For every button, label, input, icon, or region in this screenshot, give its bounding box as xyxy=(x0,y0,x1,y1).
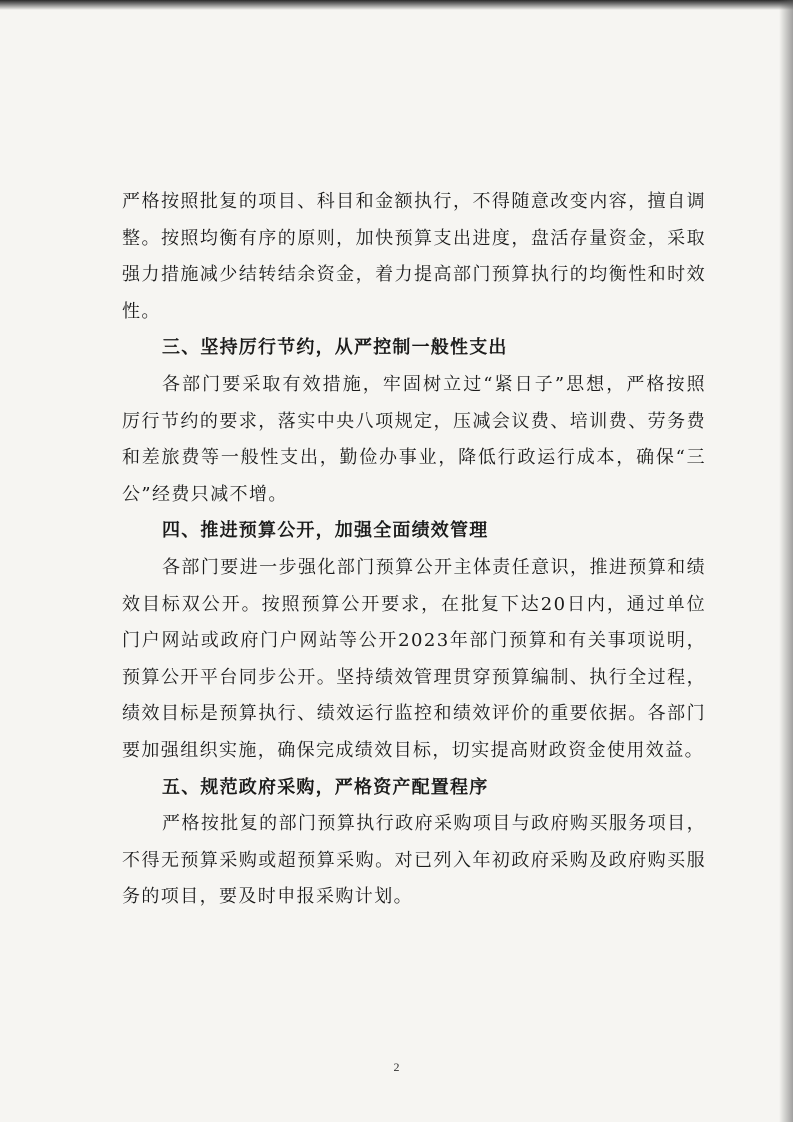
paragraph-budget-disclosure: 各部门要进一步强化部门预算公开主体责任意识，推进预算和绩效目标双公开。按照预算公开要求，在批复下达20日内，通过单位门户网站或政府门户网站等公开2023年部门预算和有关事项说明，预算公开平台同步公开。坚持绩效管理贯穿预算编制、执行全过程，绩效目标是预算执行、绩效运行监控和绩效评价的重要依据。各部门要加强组织实施，确保完成绩效目标，切实提高财政资金使用效益。 xyxy=(122,556,706,761)
document-body xyxy=(122,184,706,916)
scan-top-edge xyxy=(0,0,793,10)
page-number: 2 xyxy=(393,1060,400,1074)
paragraph-continuation: 严格按照批复的项目、科目和金额执行，不得随意改变内容，擅自调整。按照均衡有序的原则，加快预算支出进度，盘活存量资金，采取强力措施减少结转结余资金，着力提高部门预算执行的均衡性和时效性。 xyxy=(122,191,706,322)
section-heading-3: 三、坚持厉行节约，从严控制一般性支出 xyxy=(162,337,508,359)
scan-right-edge xyxy=(779,0,793,1122)
paragraph-frugality: 各部门要采取有效措施，牢固树立过“紧日子”思想，严格按照厉行节约的要求，落实中央八项规定，压减会议费、培训费、劳务费和差旅费等一般性支出，勤俭办事业，降低行政运行成本，确保“三公”经费只减不增。 xyxy=(122,373,706,505)
paragraph-procurement: 严格按批复的部门预算执行政府采购项目与政府购买服务项目，不得无预算采购或超预算采购。对已列入年初政府采购及政府购买服务的项目，要及时申报采购计划。 xyxy=(122,813,706,908)
section-heading-4: 四、推进预算公开，加强全面绩效管理 xyxy=(162,520,489,542)
section-heading-5: 五、规范政府采购，严格资产配置程序 xyxy=(162,776,489,798)
